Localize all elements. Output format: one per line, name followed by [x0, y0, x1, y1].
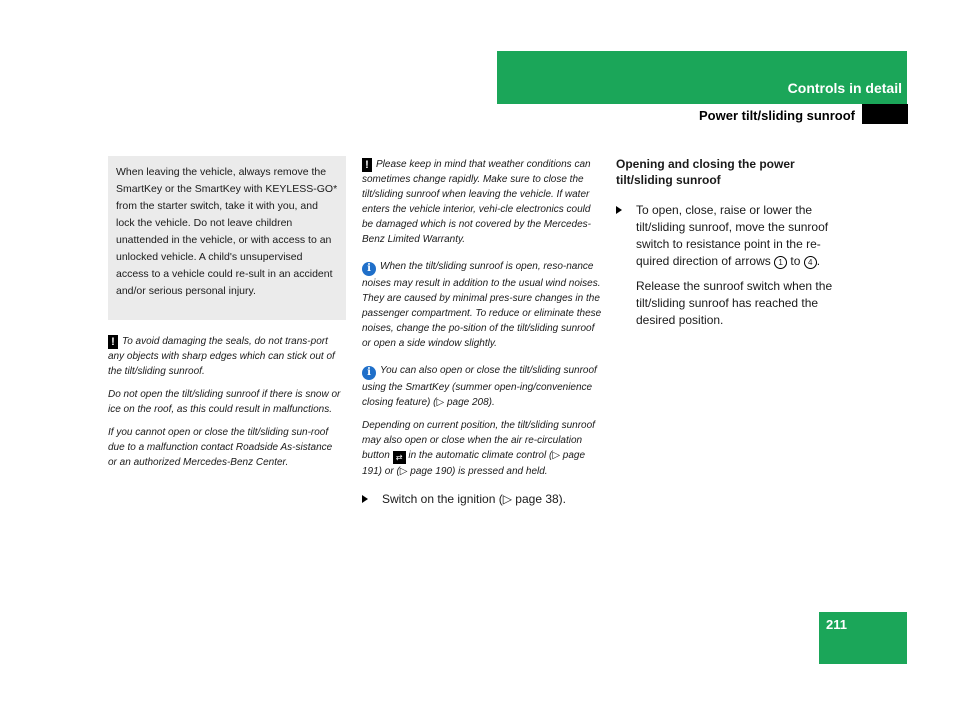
- note-paragraph: Depending on current position, the tilt/sliding sunroof may also open or close when the air re-circulation button ⇄ in the automatic climate control (▷ page 191) or (▷ page 190) is pressed and held.: [362, 420, 595, 477]
- bullet-arrow-icon: [362, 495, 368, 503]
- caution-icon: !: [362, 158, 372, 172]
- caution-text: To avoid damaging the seals, do not trans-port any objects with sharp edges which can stick out of the tilt/sliding sunroof.: [108, 336, 335, 377]
- info-icon: i: [362, 262, 376, 276]
- column-2: [362, 157, 604, 508]
- page-subtitle: Power tilt/sliding sunroof: [699, 108, 855, 123]
- info-text: You can also open or close the tilt/sliding sunroof using the SmartKey (summer open-ing/convenience closing feature) (▷ page 208).: [362, 365, 597, 408]
- caution-note: [362, 157, 604, 247]
- caution-note: [108, 334, 343, 379]
- column-1: [108, 334, 343, 478]
- caution-text: Please keep in mind that weather conditions can sometimes change rapidly. Make sure to close the tilt/sliding sunroof when leaving the vehicle. If water enters the vehicle interior, vehi-cle electronics could be damaged which is not covered by the Mercedes-Benz Limited Warranty.: [362, 159, 592, 245]
- info-icon: i: [362, 366, 376, 380]
- instruction-paragraph: Release the sunroof switch when the tilt/sliding sunroof has reached the desired position.: [636, 279, 833, 327]
- circle-number-icon: 4: [804, 256, 817, 269]
- page-number: 211: [826, 617, 847, 632]
- circle-number-icon: 1: [774, 256, 787, 269]
- header-band: [497, 51, 907, 104]
- warning-box: [108, 156, 346, 320]
- step-instruction: Switch on the ignition (▷ page 38).: [362, 491, 604, 508]
- caution-icon: !: [108, 335, 118, 349]
- note-paragraph: Do not open the tilt/sliding sunroof if there is snow or ice on the roof, as this could result in malfunctions.: [108, 389, 341, 415]
- section-title: Controls in detail: [787, 80, 902, 96]
- subtitle-tab: [862, 104, 908, 124]
- info-note: [362, 363, 604, 410]
- column-3: [616, 156, 854, 329]
- section-heading: Opening and closing the power tilt/sliding sunroof: [616, 157, 795, 187]
- bullet-arrow-icon: [616, 206, 622, 214]
- air-recirculation-icon: ⇄: [393, 451, 406, 464]
- note-paragraph: If you cannot open or close the tilt/sliding sun-roof due to a malfunction contact Roadside As-sistance or an authorized Mercedes-Benz Center.: [108, 427, 333, 468]
- info-note: [362, 259, 604, 351]
- step-instruction: To open, close, raise or lower the tilt/sliding sunroof, move the sunroof switch to resistance point in the re-quired direction of arrows 1 to 4 .: [616, 202, 854, 270]
- info-text: When the tilt/sliding sunroof is open, reso-nance noises may result in addition to the usual wind noises. They are caused by minimal pres-sure changes in the passenger compartment. To reduce or eliminate these noises, change the po-sition of the tilt/sliding sunroof or open a side window slightly.: [362, 261, 602, 349]
- warning-box-text: When leaving the vehicle, always remove the SmartKey or the SmartKey with KEYLESS-GO* from the starter switch, take it with you, and lock the vehicle. Do not leave children unattended in the vehicle, or with access to an unlocked vehicle. A child's unsupervised access to a vehicle could re-sult in an accident and/or serious personal injury.: [116, 166, 338, 297]
